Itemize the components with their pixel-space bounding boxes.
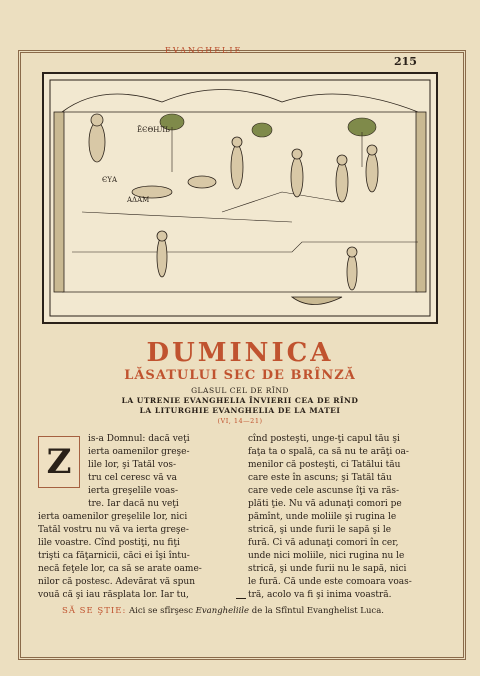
text-line: ierta greşelile voas- — [88, 486, 179, 496]
text-line: fură. Ci vă adunaţi comori în cer, — [248, 538, 399, 548]
text-line: cînd posteşti, unge-ţi capul tău şi — [248, 434, 400, 444]
subtitle-utrenie: LA UTRENIE EVANGHELIA ÎNVIERII CEA DE RÎND — [121, 396, 359, 405]
divider — [236, 598, 246, 599]
text-line: le fură. Că unde este comoara voas- — [248, 577, 412, 587]
text-column-left — [38, 433, 238, 602]
page-subtitle: LĂSATULUI SEC DE BRÎNZĂ — [124, 368, 356, 383]
text-line: vouă că şi iau răsplata lor. Iar tu, — [38, 590, 189, 600]
text-line: necă feţele lor, ca să se arate oame- — [38, 564, 202, 574]
drop-cap-letter: Z — [46, 442, 72, 482]
engraving-illustration — [42, 72, 438, 324]
subtitle-liturghie: LA LITURGHIE EVANGHELIA DE LA MATEI — [139, 406, 341, 415]
text-line: care vede cele ascunse îţi va răs- — [248, 486, 399, 496]
text-line: ierta oamenilor greşe- — [88, 447, 190, 457]
text-line: strică, şi unde furii nu le sapă, nici — [248, 564, 407, 574]
text-line: is-a Domnul: dacă veţi — [88, 434, 190, 444]
illus-label-3: ΑΔΑΜ — [127, 196, 150, 204]
text-line: tră, acolo va fi şi inima voastră. — [248, 590, 392, 600]
text-line: nilor că postesc. Adevărat vă spun — [38, 577, 195, 587]
subtitle-glas: GLASUL CEL DE RÎND — [191, 386, 289, 395]
note-text-before: Aici se sfîrşesc — [129, 606, 196, 616]
text-line: strică, şi unde furii le sapă şi le — [248, 525, 392, 535]
text-line: Tatăl vostru nu vă va ierta greşe- — [38, 525, 189, 535]
text-line: pămînt, unde moliile şi rugina le — [248, 512, 397, 522]
text-line: unde nici moliile, nici rugina nu le — [248, 551, 405, 561]
text-line: menilor că posteşti, ci Tatălui tău — [248, 460, 401, 470]
page-number: 215 — [394, 55, 417, 68]
text-line: trişti ca făţarnicii, căci ei îşi întu- — [38, 551, 190, 561]
text-line: plăti ţie. Nu vă adunaţi comori pe — [248, 499, 402, 509]
text-line: lile lor, şi Tatăl vos- — [88, 460, 177, 470]
illus-label-1: ĒЄΘΗЛЬ — [137, 126, 170, 134]
text-column-right — [248, 433, 446, 602]
page-title: DUMINICA — [146, 338, 334, 368]
text-line: faţa ta o spală, ca să nu te arăţi oa- — [248, 447, 409, 457]
scripture-reference: (VI, 14—21) — [217, 417, 263, 425]
text-line: ierta oamenilor greşelile lor, nici — [38, 512, 188, 522]
text-line: tru cel ceresc vă va — [88, 473, 177, 483]
note-text-italic: Evangheliile — [195, 606, 250, 616]
text-line: tre. Iar dacă nu veţi — [88, 499, 179, 509]
running-header: EVANGHELIE — [165, 46, 243, 55]
illus-label-2: ЄΥΑ — [102, 176, 118, 184]
footnote — [62, 606, 384, 616]
note-text-after: de la Sfîntul Evanghelist Luca. — [249, 606, 384, 616]
text-line: lile voastre. Cînd postiţi, nu fiţi — [38, 538, 180, 548]
text-line: care este în ascuns; şi Tatăl tău — [248, 473, 392, 483]
note-label: SĂ SE ŞTIE: — [62, 606, 127, 616]
